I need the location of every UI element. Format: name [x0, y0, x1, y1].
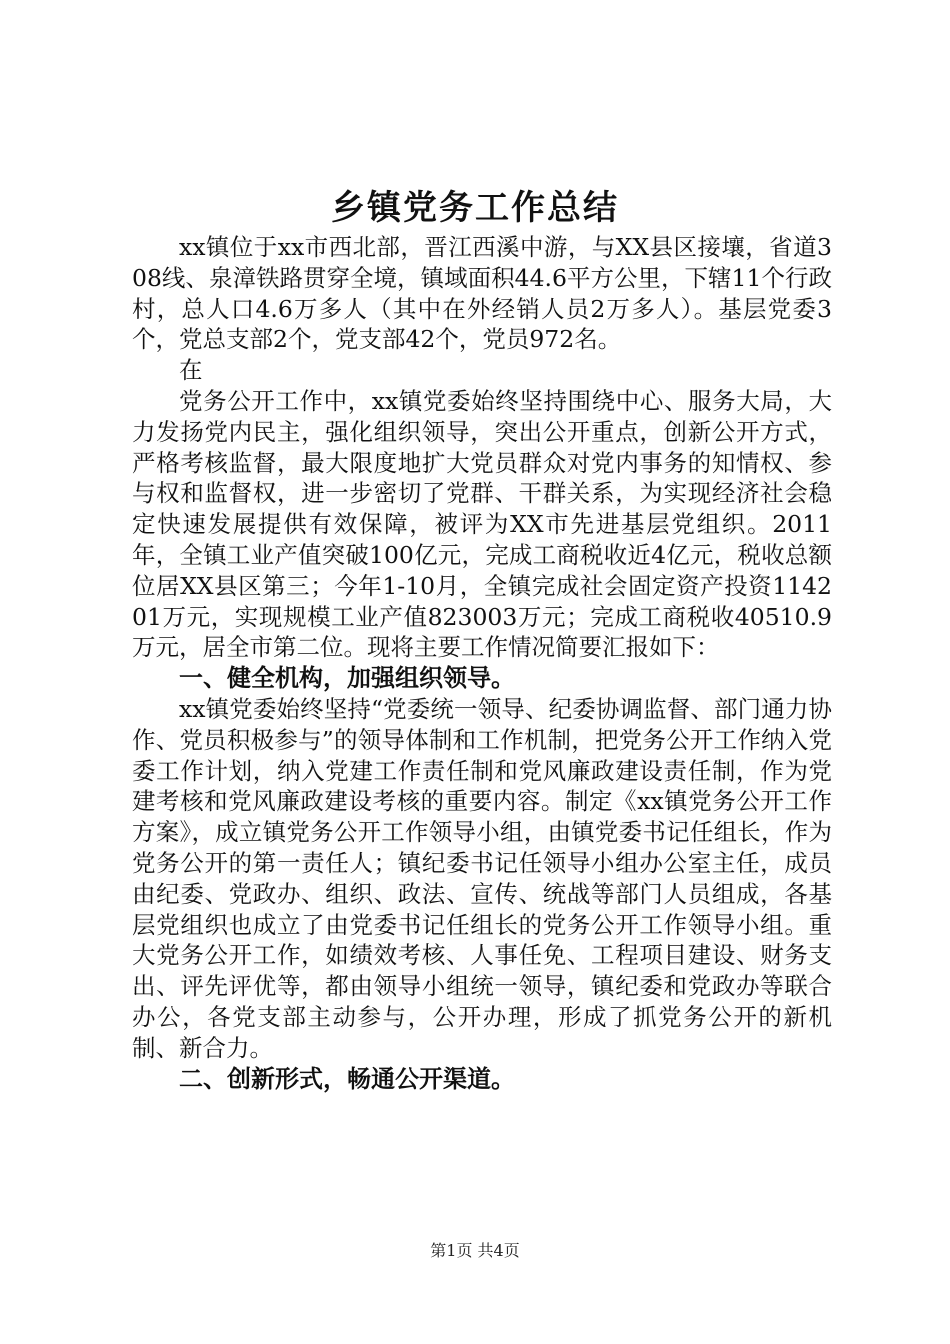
page-footer: 第1页 共4页	[430, 1241, 520, 1260]
fragment-paragraph: 在	[179, 356, 203, 385]
section-2-heading: 二、创新形式，畅通公开渠道。	[179, 1064, 515, 1093]
document-body	[132, 232, 832, 1094]
document-title: 乡镇党务工作总结	[331, 188, 619, 228]
section-1-paragraph: xx镇党委始终坚持“党委统一领导、纪委协调监督、部门通力协作、党员积极参与”的领导体制和工作机制，把党务公开工作纳入党委工作计划，纳入党建工作责任制和党风廉政建设责任制，作为党建考核和党风廉政建设考核的重要内容。制定《xx镇党务公开工作方案》，成立镇党务公开工作领导小组，由镇党委书记任组长，作为党务公开的第一责任人；镇纪委书记任领导小组办公室主任，成员由纪委、党政办、组织、政法、宣传、统战等部门人员组成，各基层党组织也成立了由党委书记任组长的党务公开工作领导小组。重大党务公开工作，如绩效考核、人事任免、工程项目建设、财务支出、评先评优等，都由领导小组统一领导，镇纪委和党政办等联合办公，各党支部主动参与，公开办理，形成了抓党务公开的新机制、新合力。	[132, 694, 832, 1062]
intro-paragraph: xx镇位于xx市西北部，晋江西溪中游，与XX县区接壤，省道308线、泉漳铁路贯穿全境，镇域面积44.6平方公里，下辖11个行政村，总人口4.6万多人（其中在外经销人员2万多人）。基层党委3个，党总支部2个，党支部42个，党员972名。	[132, 233, 832, 354]
overview-paragraph: 党务公开工作中，xx镇党委始终坚持围绕中心、服务大局，大力发扬党内民主，强化组织领导，突出公开重点，创新公开方式，严格考核监督，最大限度地扩大党员群众对党内事务的知情权、参与权和监督权，进一步密切了党群、干群关系，为实现经济社会稳定快速发展提供有效保障，被评为XX市先进基层党组织。2011年，全镇工业产值突破100亿元，完成工商税收近4亿元，税收总额位居XX县区第三；今年1-10月，全镇完成社会固定资产投资114201万元，实现规模工业产值823003万元；完成工商税收40510.9万元，居全市第二位。现将主要工作情况简要汇报如下：	[132, 386, 832, 662]
section-1-heading: 一、健全机构，加强组织领导。	[179, 664, 515, 693]
